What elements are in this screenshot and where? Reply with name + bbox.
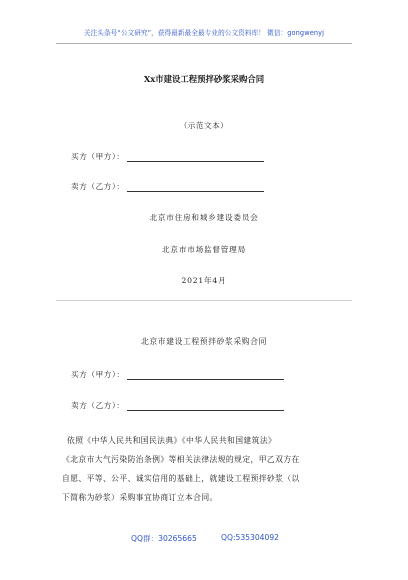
seller-label: 卖方（乙方）： xyxy=(71,401,125,410)
page-divider xyxy=(56,300,352,301)
contract-preamble xyxy=(62,431,354,507)
footer-qq-group: QQ群：30265665 xyxy=(131,534,197,543)
header-promo-text: 关注头条号“公文研究”，获得最新最全最专业的公文资料库！ 微信：gongwenyj xyxy=(83,29,325,37)
cover-buyer-line xyxy=(71,151,264,162)
sample-text-note: （示范文本） xyxy=(179,121,229,130)
preamble-line: 自愿、平等、公平、诚实信用的基础上，就建设工程预拌砂浆（以 xyxy=(62,474,300,483)
buyer-line xyxy=(71,369,284,380)
contract-title: 北京市建设工程预拌砂浆采购合同 xyxy=(141,337,267,346)
issuer-housing-commission: 北京市住房和城乡建设委员会 xyxy=(149,213,259,222)
cover-seller-blank xyxy=(127,182,264,192)
seller-line xyxy=(71,400,284,411)
issuer-market-regulation: 北京市市场监督管理局 xyxy=(162,245,246,254)
buyer-blank xyxy=(127,370,284,380)
issue-date: 2021年4月 xyxy=(181,276,227,285)
preamble-line: 依照《中华人民共和国民法典》《中华人民共和国建筑法》 xyxy=(67,436,277,445)
buyer-label: 买方（甲方）： xyxy=(71,370,125,379)
seller-blank xyxy=(127,401,284,411)
preamble-line: 《北京市大气污染防治条例》等相关法律法规的规定，甲乙双方在 xyxy=(62,455,300,464)
header-divider xyxy=(56,43,352,44)
cover-seller-line xyxy=(71,181,264,192)
footer-qq-number: QQ:535304092 xyxy=(221,533,279,542)
cover-buyer-blank xyxy=(127,152,264,162)
document-title: Xx市建设工程预拌砂浆采购合同 xyxy=(143,74,265,84)
preamble-line: 下简称为砂浆）采购事宜协商订立本合同。 xyxy=(62,493,218,502)
cover-buyer-label: 买方（甲方）： xyxy=(71,152,125,161)
cover-seller-label: 卖方（乙方）： xyxy=(71,182,125,191)
